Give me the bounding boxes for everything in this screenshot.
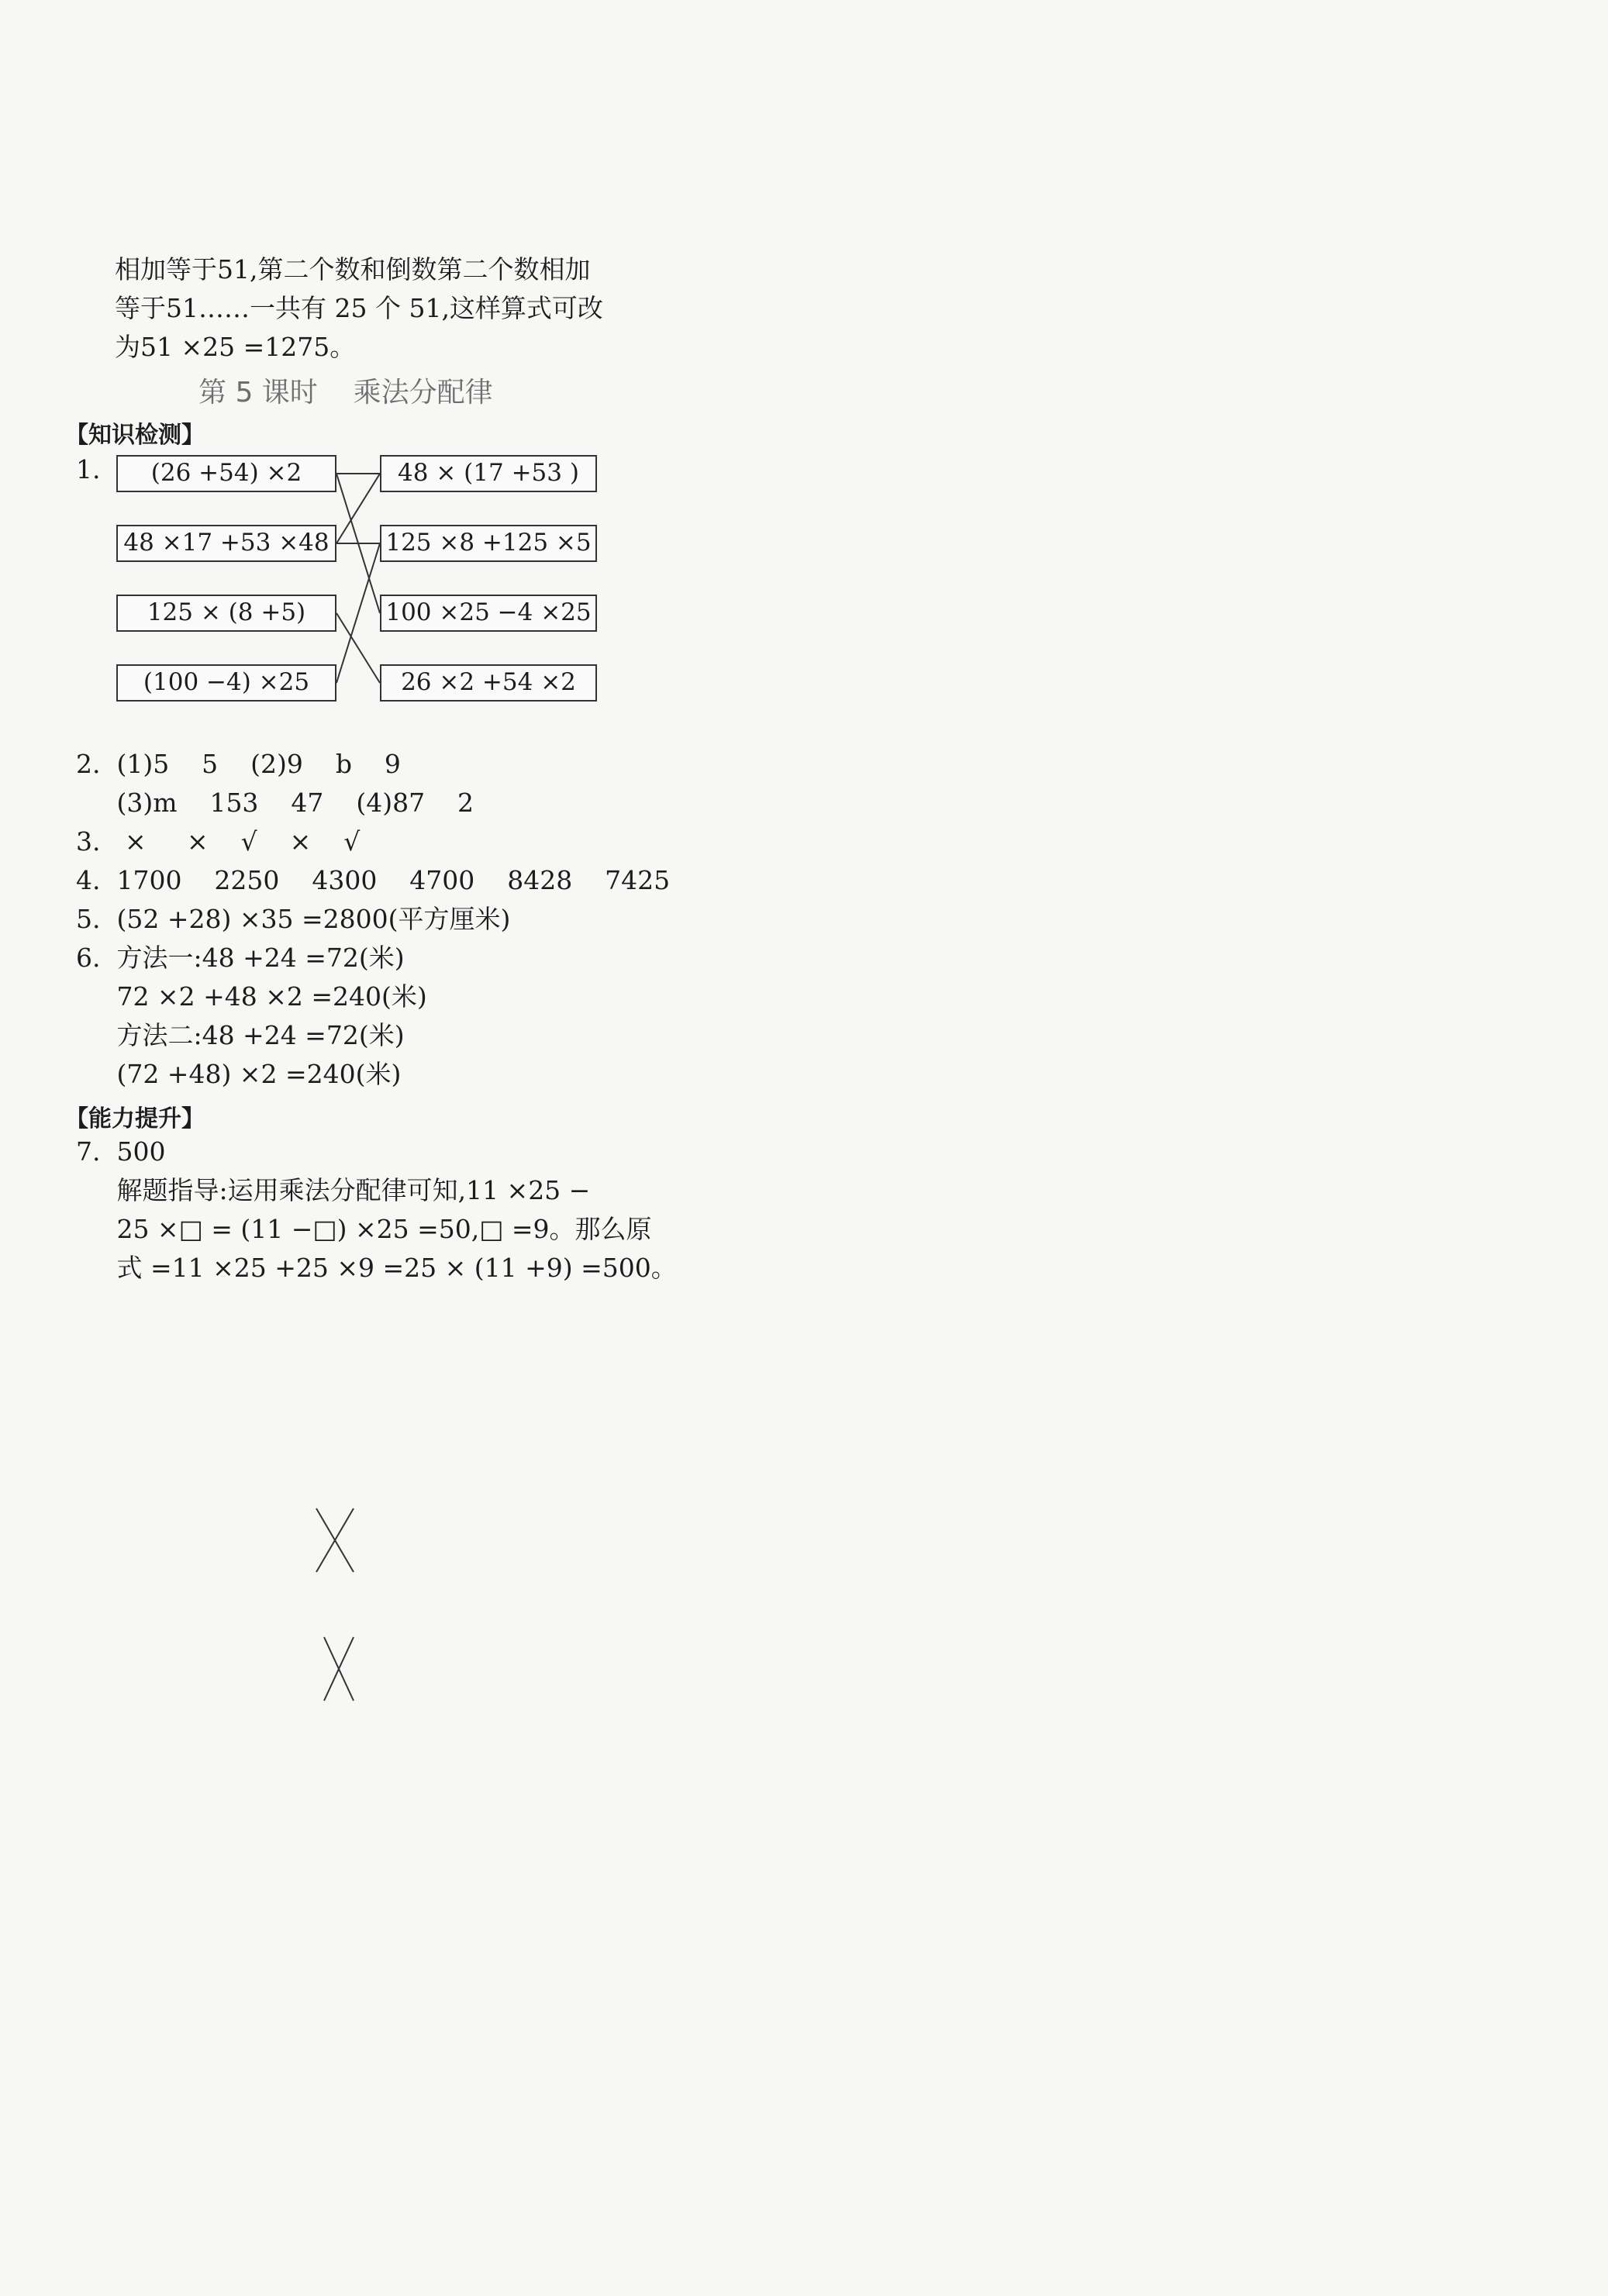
answer-line: (3)m 153 47 (4)87 2 [76,788,474,818]
answer-line: 5. (52 +28) ×35 =2800(平方厘米) [76,904,511,934]
match-box-right: 125 ×8 +125 ×5 [380,525,597,562]
answer-line: 25 ×□ = (11 −□) ×25 =50,□ =9。那么原 [76,1214,652,1244]
match-box-left: 125 × (8 +5) [116,595,336,632]
match-line [324,1637,354,1701]
match-line [336,474,380,613]
match-line [316,1508,354,1572]
match-box-left: (100 −4) ×25 [116,664,336,702]
match-box-left: (26 +54) ×2 [116,455,336,492]
answer-line: 方法二:48 +24 =72(米) [76,1020,405,1050]
answer-line: 6. 方法一:48 +24 =72(米) [76,943,405,973]
match-box-right: 48 × (17 +53 ) [380,455,597,492]
intro-line: 等于51……一共有 25 个 51,这样算式可改 [115,293,603,323]
answer-line: 式 =11 ×25 +25 ×9 =25 × (11 +9) =500。 [76,1253,677,1283]
answer-line: 3. × × √ × √ [76,826,361,857]
lesson5-section-ability: 【能力提升】 [65,1105,205,1132]
match-box-right: 26 ×2 +54 ×2 [380,664,597,702]
match-line [336,613,380,683]
intro-line: 相加等于51,第二个数和倒数第二个数相加 [115,254,591,284]
match-line [336,474,380,543]
match-box-right: 100 ×25 −4 ×25 [380,595,597,632]
lesson5-section-knowledge: 【知识检测】 [65,422,205,449]
answer-line: 解题指导:运用乘法分配律可知,11 ×25 − [76,1175,591,1205]
answer-line: (72 +48) ×2 =240(米) [76,1059,402,1089]
question-number: 1. [76,454,101,484]
answer-line: 4. 1700 2250 4300 4700 8428 7425 [76,865,671,895]
answer-line: 72 ×2 +48 ×2 =240(米) [76,981,427,1012]
lesson5-title: 第 5 课时 乘法分配律 [198,377,493,409]
match-box-left: 48 ×17 +53 ×48 [116,525,336,562]
match-line [336,543,380,683]
intro-line: 为51 ×25 =1275。 [115,332,356,362]
match-line [316,1508,354,1572]
match-line [324,1637,354,1701]
answer-line: 7. 500 [76,1136,166,1167]
answer-line: 2. (1)5 5 (2)9 b 9 [76,749,401,779]
